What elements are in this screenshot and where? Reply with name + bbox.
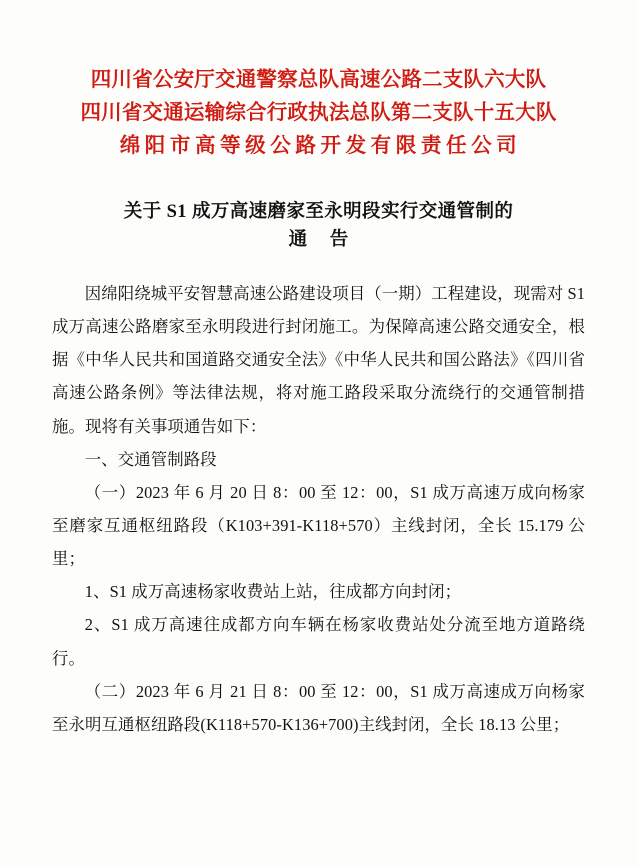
body-paragraph: 因绵阳绕城平安智慧高速公路建设项目（一期）工程建设，现需对 S1 成万高速公路磨家至永明段进行封闭施工。为保障高速公路交通安全，根据《中华人民共和国道路交通安全法》《中华人民共和国公路法》《四川省高速公路条例》等法律法规，将对施工路段采取分流绕行的交通管制措施。现将有关事项通告如下： xyxy=(52,283,585,436)
document-header xyxy=(52,64,585,164)
body-paragraph: 一、交通管制路段 xyxy=(84,449,217,469)
body-paragraph: 1、S1 成万高速杨家收费站上站，往成都方向封闭； xyxy=(84,582,462,602)
issuing-org-line-2: 四川省交通运输综合行政执法总队第二支队十五大队 xyxy=(80,102,557,125)
body-paragraph: （二）2023 年 6 月 21 日 8：00 至 12：00，S1 成万高速成万向杨家至永明互通枢纽路段(K118+570-K136+700)主线封闭，全长 18.13 公里； xyxy=(52,681,585,734)
document-title-line-2: 通 告 xyxy=(288,230,358,251)
document-body xyxy=(52,277,585,741)
body-paragraph: （一）2023 年 6 月 20 日 8：00 至 12：00，S1 成万高速万成向杨家至磨家互通枢纽路段（K103+391-K118+570）主线封闭，全长 15.179 公里； xyxy=(52,482,585,569)
issuing-org-line-3: 绵阳市高等级公路开发有限责任公司 xyxy=(119,135,522,158)
issuing-org-line-1: 四川省公安厅交通警察总队高速公路二支队六大队 xyxy=(90,69,547,91)
body-paragraph: 2、S1 成万高速往成都方向车辆在杨家收费站处分流至地方道路绕行。 xyxy=(52,615,585,668)
document-title xyxy=(52,198,585,255)
document-title-line-1: 关于 S1 成万高速磨家至永明段实行交通管制的 xyxy=(123,201,514,222)
